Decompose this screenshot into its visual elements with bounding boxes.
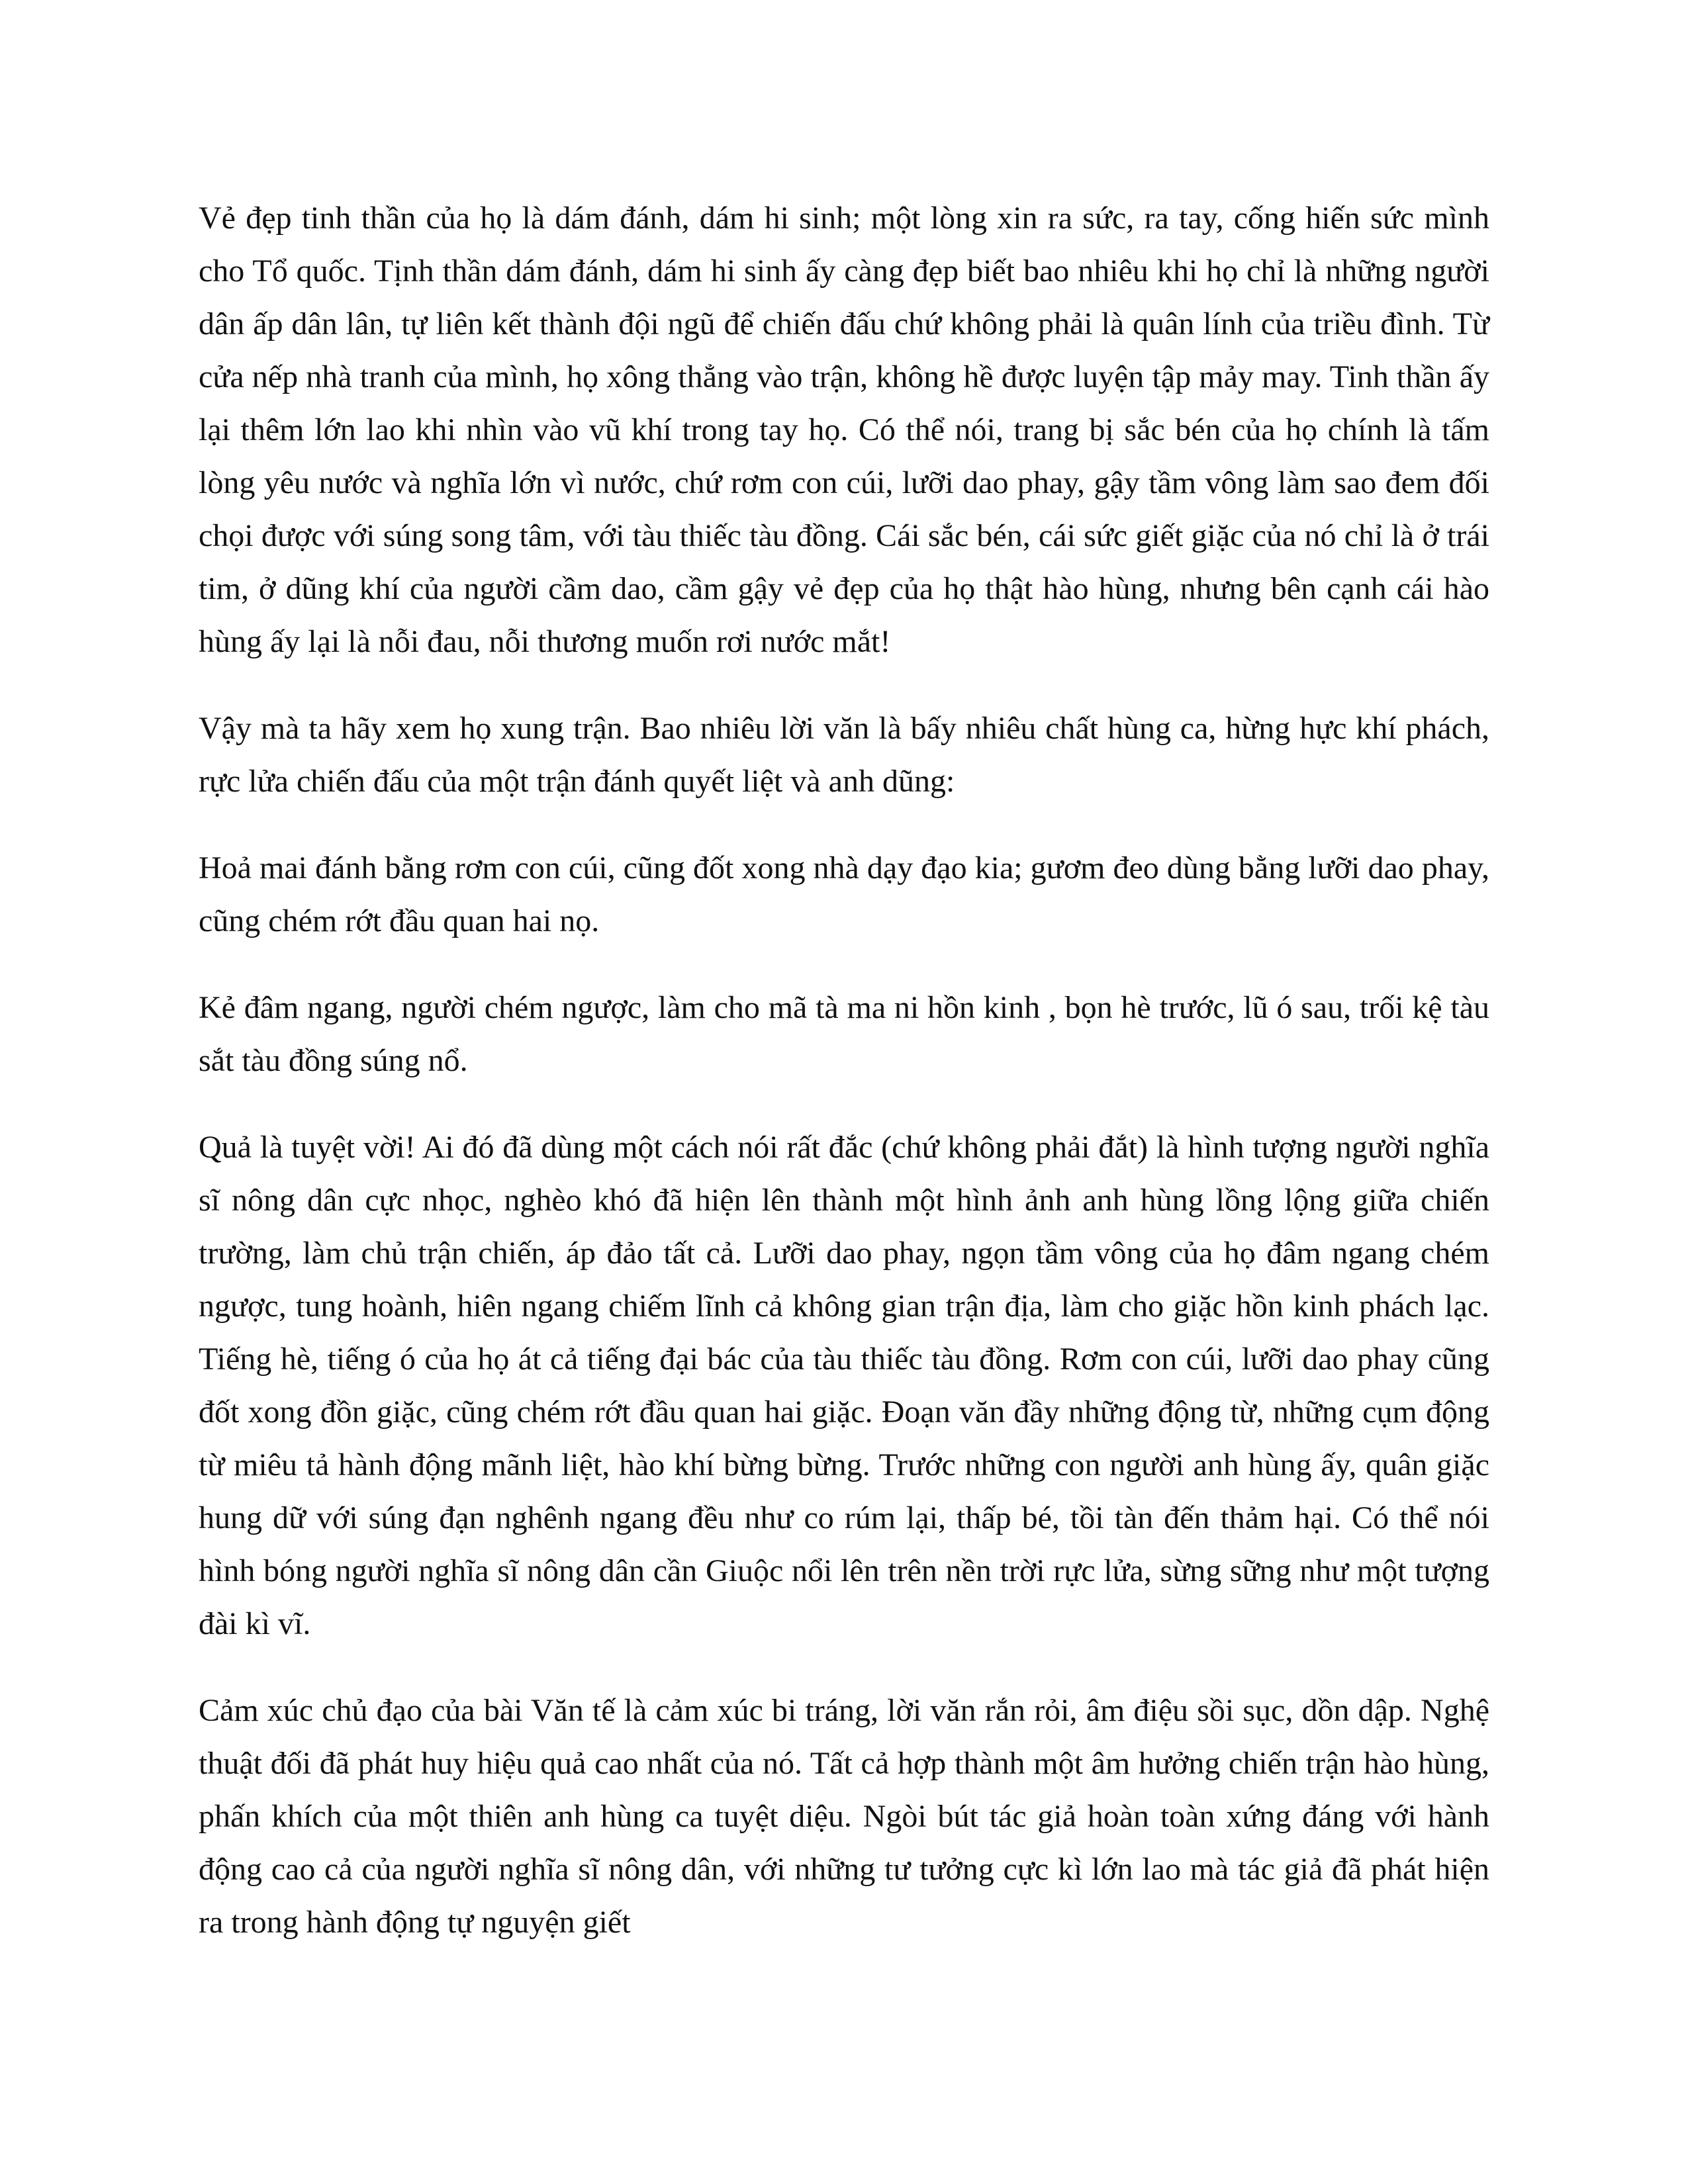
paragraph-1: Vẻ đẹp tinh thần của họ là dám đánh, dám hi sinh; một lòng xin ra sức, ra tay, cống hiến sức mình cho Tổ quốc. Tịnh thần dám đánh, dám hi sinh ấy càng đẹp biết bao nhiêu khi họ chỉ là những người dân ấp dân lân, tự liên kết thành đội ngũ để chiến đấu chứ không phải là quân lính của triều đình. Từ cửa nếp nhà tranh của mình, họ xông thẳng vào trận, không hề được luyện tập mảy may. Tinh thần ấy lại thêm lớn lao khi nhìn vào vũ khí trong tay họ. Có thể nói, trang bị sắc bén của họ chính là tấm lòng yêu nước và nghĩa lớn vì nước, chứ rơm con cúi, lưỡi dao phay, gậy tầm vông làm sao đem đối chọi được với súng song tâm, với tàu thiếc tàu đồng. Cái sắc bén, cái sức giết giặc của nó chỉ là ở trái tim, ở dũng khí của người cầm dao, cầm gậy vẻ đẹp của họ thật hào hùng, nhưng bên cạnh cái hào hùng ấy lại là nỗi đau, nỗi thương muốn rơi nước mắt! <box>199 201 1489 659</box>
paragraph-2: Vậy mà ta hãy xem họ xung trận. Bao nhiêu lời văn là bấy nhiêu chất hùng ca, hừng hực khí phách, rực lửa chiến đấu của một trận đánh quyết liệt và anh dũng: <box>199 711 1489 799</box>
paragraph-4: Cảm xúc chủ đạo của bài Văn tế là cảm xúc bi tráng, lời văn rắn rỏi, âm điệu sồi sục, dồn dập. Nghệ thuật đối đã phát huy hiệu quả cao nhất của nó. Tất cả hợp thành một âm hưởng chiến trận hào hùng, phấn khích của một thiên anh hùng ca tuyệt diệu. Ngòi bút tác giả hoàn toàn xứng đáng với hành động cao cả của người nghĩa sĩ nông dân, với những tư tưởng cực kì lớn lao mà tác giả đã phát hiện ra trong hành động tự nguyện giết <box>199 1693 1489 1940</box>
paragraph-3: Quả là tuyệt vời! Ai đó đã dùng một cách nói rất đắc (chứ không phải đắt) là hình tượng người nghĩa sĩ nông dân cực nhọc, nghèo khó đã hiện lên thành một hình ảnh anh hùng lồng lộng giữa chiến trường, làm chủ trận chiến, áp đảo tất cả. Lưỡi dao phay, ngọn tầm vông của họ đâm ngang chém ngược, tung hoành, hiên ngang chiếm lĩnh cả không gian trận địa, làm cho giặc hồn kinh phách lạc. Tiếng hè, tiếng ó của họ át cả tiếng đại bác của tàu thiếc tàu đồng. Rơm con cúi, lưỡi dao phay cũng đốt xong đồn giặc, cũng chém rớt đầu quan hai giặc. Đoạn văn đầy những động từ, những cụm động từ miêu tả hành động mãnh liệt, hào khí bừng bừng. Trước những con người anh hùng ấy, quân giặc hung dữ với súng đạn nghênh ngang đều như co rúm lại, thấp bé, tồi tàn đến thảm hại. Có thể nói hình bóng người nghĩa sĩ nông dân cần Giuộc nổi lên trên nền trời rực lửa, sừng sững như một tượng đài kì vĩ. <box>199 1130 1489 1641</box>
quote-paragraph-1: Hoả mai đánh bằng rơm con cúi, cũng đốt xong nhà dạy đạo kia; gươm đeo dùng bằng lưỡi dao phay, cũng chém rớt đầu quan hai nọ. <box>199 850 1489 938</box>
document-page <box>199 192 1489 1983</box>
quote-paragraph-2: Kẻ đâm ngang, người chém ngược, làm cho mã tà ma ni hồn kinh , bọn hè trước, lũ ó sau, trối kệ tàu sắt tàu đồng súng nổ. <box>199 990 1489 1078</box>
